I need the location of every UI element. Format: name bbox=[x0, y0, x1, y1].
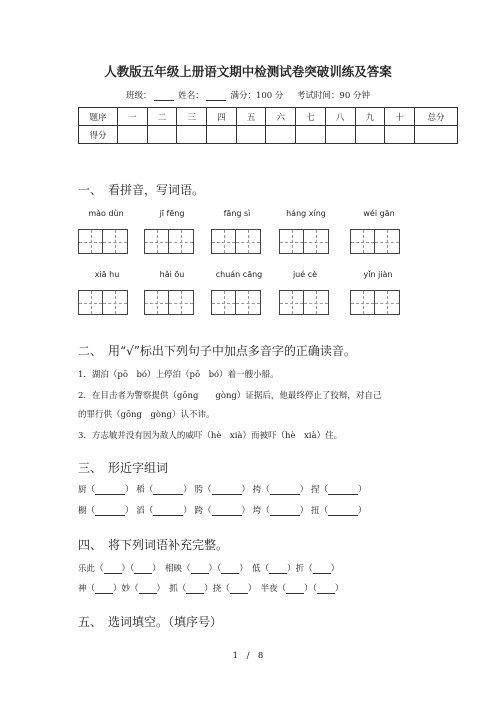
writing-grid[interactable] bbox=[144, 229, 194, 254]
answer-blank[interactable] bbox=[221, 564, 239, 574]
score-cell[interactable] bbox=[207, 126, 237, 144]
phrase-part: 神（ bbox=[78, 584, 96, 594]
pinyin-label: fāng sì bbox=[223, 209, 251, 218]
answer-blank[interactable] bbox=[186, 584, 204, 594]
char: 橱 bbox=[78, 506, 87, 516]
score-header-cell: 八 bbox=[325, 108, 355, 126]
answer-blank[interactable] bbox=[269, 564, 287, 574]
char: 挎 bbox=[252, 485, 262, 495]
score-header-cell: 二 bbox=[147, 108, 177, 126]
class-label: 班级： bbox=[126, 91, 152, 101]
char: 垮 bbox=[252, 506, 262, 516]
writing-grid[interactable] bbox=[144, 290, 194, 315]
score-row-label: 得分 bbox=[79, 126, 118, 144]
full-score: 满分：100 分 bbox=[230, 91, 284, 101]
answer-blank[interactable] bbox=[191, 564, 209, 574]
question-line: 1．湖泊（pō bó）上停泊（pō bó）着一艘小船。 bbox=[78, 370, 279, 380]
phrase-part: ）（ bbox=[121, 564, 135, 574]
answer-blank[interactable] bbox=[95, 485, 125, 495]
writing-grid[interactable] bbox=[279, 290, 329, 315]
score-cell[interactable] bbox=[236, 126, 266, 144]
question-line: 2．在目击者为警察提供（gōng gòng）证据后，他最终停止了狡辩，对自己 bbox=[78, 391, 382, 401]
word-row: 橱（ ） 滔（ ） 跨（ ） 垮（ ） 扭（ ） bbox=[78, 506, 367, 516]
score-header-cell: 题序 bbox=[79, 108, 118, 126]
page-title: 人教版五年级上册语文期中检测试卷突破训练及答案 bbox=[104, 64, 392, 79]
phrase-part: ）（ bbox=[208, 564, 222, 574]
char: 跨 bbox=[194, 506, 203, 516]
score-header-row bbox=[79, 108, 458, 126]
writing-grid[interactable] bbox=[350, 229, 400, 254]
writing-grid[interactable] bbox=[211, 290, 261, 315]
score-cell[interactable] bbox=[296, 126, 326, 144]
score-cell[interactable] bbox=[118, 126, 148, 144]
score-header-cell: 七 bbox=[296, 108, 326, 126]
exam-time: 考试时间：90 分钟 bbox=[296, 91, 370, 101]
answer-blank[interactable] bbox=[270, 506, 300, 516]
answer-blank[interactable] bbox=[153, 485, 183, 495]
phrase-part: ） 抓（ bbox=[156, 584, 187, 594]
score-table bbox=[78, 107, 458, 144]
score-header-cell: 四 bbox=[207, 108, 237, 126]
score-row bbox=[79, 126, 458, 144]
answer-blank[interactable] bbox=[212, 506, 242, 516]
score-header-cell: 六 bbox=[266, 108, 296, 126]
answer-blank[interactable] bbox=[95, 584, 113, 594]
char: 滔 bbox=[136, 506, 145, 516]
answer-blank[interactable] bbox=[212, 485, 242, 495]
writing-grid[interactable] bbox=[78, 290, 128, 315]
section-1-heading: 一、 看拼音，写词语。 bbox=[78, 183, 205, 197]
section-5-heading: 五、 选词填空。（填序号） bbox=[78, 615, 223, 629]
pinyin-label: xiā hu bbox=[94, 270, 120, 279]
answer-blank[interactable] bbox=[230, 584, 248, 594]
phrase-part: ） 相映（ bbox=[152, 564, 191, 574]
word-row: 厨（ ） 稻（ ） 胯（ ） 挎（ ） 捏（ ） bbox=[78, 485, 367, 495]
class-blank[interactable] bbox=[154, 91, 174, 101]
section-2-heading: 二、 用“√”标出下列句子中加点多音字的正确读音。 bbox=[78, 344, 356, 358]
pinyin-label: háng xíng bbox=[286, 209, 326, 218]
score-cell[interactable] bbox=[266, 126, 296, 144]
section-3-heading: 三、 形近字组词 bbox=[78, 461, 169, 475]
word-row bbox=[78, 582, 343, 594]
answer-blank[interactable] bbox=[104, 564, 122, 574]
pinyin-label: yǐn jiàn bbox=[363, 270, 393, 279]
score-header-cell: 三 bbox=[177, 108, 207, 126]
score-header-cell: 五 bbox=[236, 108, 266, 126]
question-line: 3．方志敏并没有因为敌人的威吓（hè xià）而被吓（hè xià）住。 bbox=[78, 431, 343, 441]
name-label: 姓名： bbox=[178, 91, 204, 101]
char: 捏 bbox=[310, 485, 320, 495]
pinyin-label: chuán cāng bbox=[215, 270, 263, 279]
char: 胯 bbox=[194, 485, 203, 495]
phrase-part: ）挠（ bbox=[204, 584, 230, 594]
phrase-part: ） bbox=[330, 564, 340, 574]
answer-blank[interactable] bbox=[286, 584, 304, 594]
phrase-part: 乐此（ bbox=[78, 564, 104, 574]
phrase-part: ） bbox=[334, 584, 344, 594]
score-header-cell: 九 bbox=[355, 108, 385, 126]
phrase-part: ）妙（ bbox=[113, 584, 139, 594]
pinyin-label: hǎi ōu bbox=[159, 270, 185, 279]
writing-grid[interactable] bbox=[279, 229, 329, 254]
phrase-part: ） 低（ bbox=[239, 564, 270, 574]
answer-blank[interactable] bbox=[328, 485, 358, 495]
score-cell[interactable] bbox=[325, 126, 355, 144]
writing-grid[interactable] bbox=[78, 229, 128, 254]
answer-blank[interactable] bbox=[139, 584, 157, 594]
score-cell[interactable] bbox=[147, 126, 177, 144]
exam-info bbox=[0, 89, 496, 101]
char: 厨 bbox=[78, 485, 87, 495]
question-line: 的罪行供（gōng gòng）认不讳。 bbox=[78, 410, 215, 420]
phrase-part: ） 半夜（ bbox=[247, 584, 287, 594]
pinyin-label: wéi gān bbox=[363, 209, 395, 218]
answer-blank[interactable] bbox=[153, 506, 183, 516]
page-number: 1 / 8 bbox=[232, 651, 264, 661]
score-header-cell: 总分 bbox=[415, 108, 458, 126]
score-cell[interactable] bbox=[385, 126, 415, 144]
char: 稻 bbox=[136, 485, 145, 495]
pinyin-label: jī fēng bbox=[159, 209, 185, 218]
writing-grid[interactable] bbox=[211, 229, 261, 254]
score-cell[interactable] bbox=[415, 126, 458, 144]
word-row bbox=[78, 562, 339, 574]
pinyin-label: jué cè bbox=[292, 270, 318, 279]
section-4-heading: 四、 将下列词语补充完整。 bbox=[78, 538, 229, 552]
writing-grid[interactable] bbox=[350, 290, 400, 315]
answer-blank[interactable] bbox=[134, 564, 152, 574]
answer-blank[interactable] bbox=[313, 564, 331, 574]
answer-blank[interactable] bbox=[95, 506, 125, 516]
score-cell[interactable] bbox=[355, 126, 385, 144]
phrase-part: ）（ bbox=[304, 584, 317, 594]
score-cell[interactable] bbox=[177, 126, 207, 144]
answer-blank[interactable] bbox=[270, 485, 300, 495]
answer-blank[interactable] bbox=[328, 506, 358, 516]
name-blank[interactable] bbox=[206, 91, 226, 101]
char: 扭 bbox=[310, 506, 320, 516]
pinyin-label: mào dùn bbox=[88, 209, 124, 218]
phrase-part: ）折（ bbox=[287, 564, 313, 574]
answer-blank[interactable] bbox=[317, 584, 335, 594]
score-header-cell: 一 bbox=[118, 108, 148, 126]
score-header-cell: 十 bbox=[385, 108, 415, 126]
